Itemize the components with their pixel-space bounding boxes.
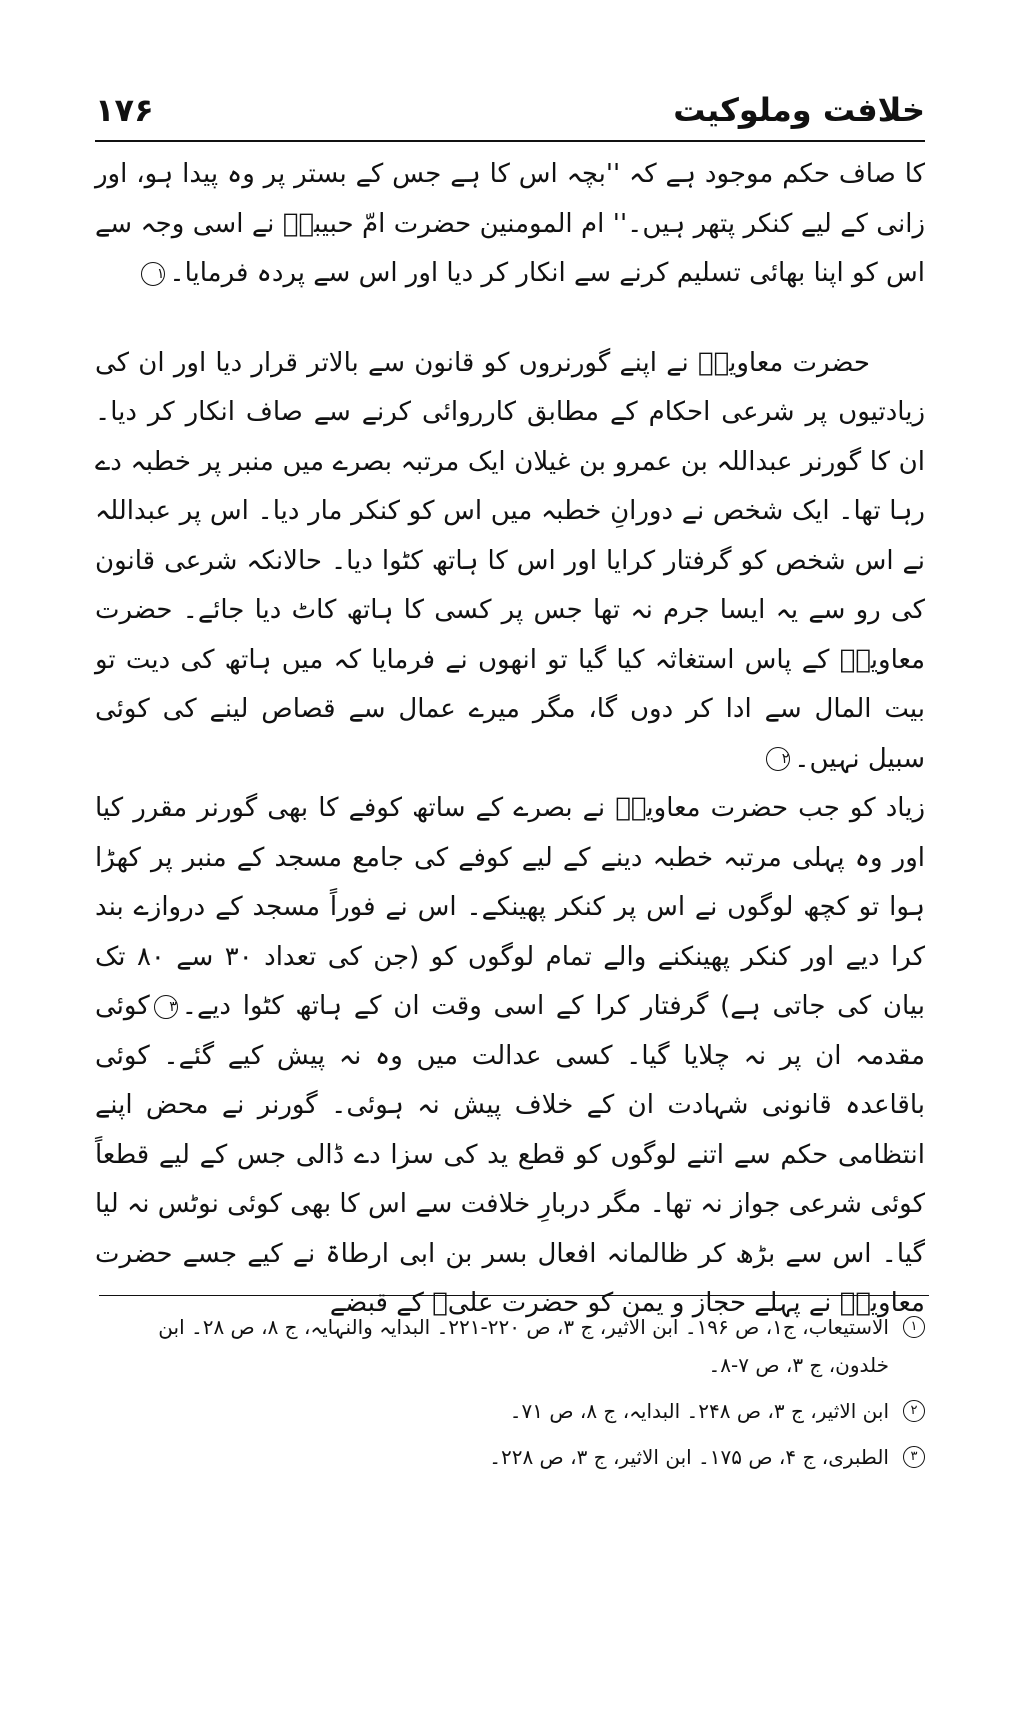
- running-title: خلافت وملوکیت: [673, 91, 925, 129]
- footnote-ref-3: ٣: [154, 995, 178, 1019]
- footnote-text: ابن الاثیر، ج ۳، ص ۲۴۸۔ البدایہ، ج ۸، ص ۷۱۔: [509, 1399, 889, 1423]
- footnotes: [95, 1308, 925, 1484]
- paragraph-3-text-a: زیاد کو جب حضرت معاویہؓ نے بصرے کے ساتھ کوفے کا بھی گورنر مقرر کیا اور وہ پہلی مرتبہ خطبہ دینے کے لیے کوفے کی جامع مسجد کے منبر پر کھڑا ہوا تو کچھ لوگوں نے اس پر کنکر پھینکے۔ اس نے فوراً مسجد کے دروازے بند کرا دیے اور کنکر پھینکنے والے تمام لوگوں کو (جن کی تعداد ۳۰ سے ۸۰ تک بیان کی جاتی ہے) گرفتار کرا کے اسی وقت ان کے ہاتھ کٹوا دیے۔: [95, 793, 925, 1021]
- footnote-ref-1: ١: [141, 262, 165, 286]
- footnote-rule: [99, 1295, 929, 1296]
- paragraph-1: [95, 150, 925, 299]
- paragraph-2-text: حضرت معاویہؓ نے اپنے گورنروں کو قانون سے بالاتر قرار دیا اور ان کی زیادتیوں پر شرعی احکام کے مطابق کارروائی کرنے سے صاف انکار کر دیا۔ ان کا گورنر عبداللہ بن عمرو بن غیلان ایک مرتبہ بصرے میں منبر پر خطبہ دے رہا تھا۔ ایک شخص نے دورانِ خطبہ میں اس کو کنکر مار دیا۔ اس پر عبداللہ نے اس شخص کو گرفتار کرایا اور اس کا ہاتھ کٹوا دیا۔ حالانکہ شرعی قانون کی رو سے یہ ایسا جرم نہ تھا جس پر کسی کا ہاتھ کاٹ دیا جائے۔ حضرت معاویہؓ کے پاس استغاثہ کیا گیا تو انھوں نے فرمایا کہ میں ہاتھ کی دیت تو بیت المال سے ادا کر دوں گا، مگر میرے عمال سے قصاص لینے کی کوئی سبیل نہیں۔: [95, 347, 925, 774]
- footnote-3: [95, 1438, 925, 1476]
- paragraph-2: [95, 339, 925, 785]
- paragraph-3: [95, 784, 925, 1329]
- footnote-number: ١: [903, 1316, 925, 1338]
- footnote-text: الطبری، ج ۴، ص ۱۷۵۔ ابن الاثیر، ج ۳، ص ۲۲۸۔: [489, 1445, 889, 1469]
- paragraph-1-text: کا صاف حکم موجود ہے کہ ''بچہ اس کا ہے جس کے بستر پر وہ پیدا ہو، اور زانی کے لیے کنکر پتھر ہیں۔'' ام المومنین حضرت امّ حبیبہؓ نے اسی وجہ سے اس کو اپنا بھائی تسلیم کرنے سے انکار کر دیا اور اس سے پردہ فرمایا۔: [95, 159, 925, 288]
- footnote-number: ٢: [903, 1400, 925, 1422]
- header-rule: [95, 140, 925, 142]
- page-number: ۱۷۶: [95, 91, 154, 129]
- page-header: [95, 80, 925, 140]
- main-text: [95, 150, 925, 1329]
- footnote-1: [95, 1308, 925, 1384]
- footnote-ref-2: ٢: [766, 747, 790, 771]
- paragraph-3-text-b: کوئی مقدمہ ان پر نہ چلایا گیا۔ کسی عدالت میں وہ نہ پیش کیے گئے۔ کوئی باقاعدہ قانونی شہادت ان کے خلاف پیش نہ ہوئی۔ گورنر نے محض اپنے انتظامی حکم سے اتنے لوگوں کو قطع ید کی سزا دے ڈالی جس کے لیے قطعاً کوئی شرعی جواز نہ تھا۔ مگر دربارِ خلافت سے اس کا بھی کوئی نوٹس نہ لیا گیا۔ اس سے بڑھ کر ظالمانہ افعال بسر بن ابی ارطاۃ نے کیے جسے حضرت معاویہؓ نے پہلے حجاز و یمن کو حضرت علیؓ کے قبضے: [95, 991, 925, 1318]
- footnote-text: الاستیعاب، ج۱، ص ۱۹۶۔ ابن الاثیر، ج ۳، ص ۲۲۰-۲۲۱۔ البدایہ والنہایہ، ج ۸، ص ۲۸۔ ابن خلدون، ج ۳، ص ۷-۸۔: [158, 1315, 889, 1377]
- footnote-number: ٣: [903, 1446, 925, 1468]
- footnote-2: [95, 1392, 925, 1430]
